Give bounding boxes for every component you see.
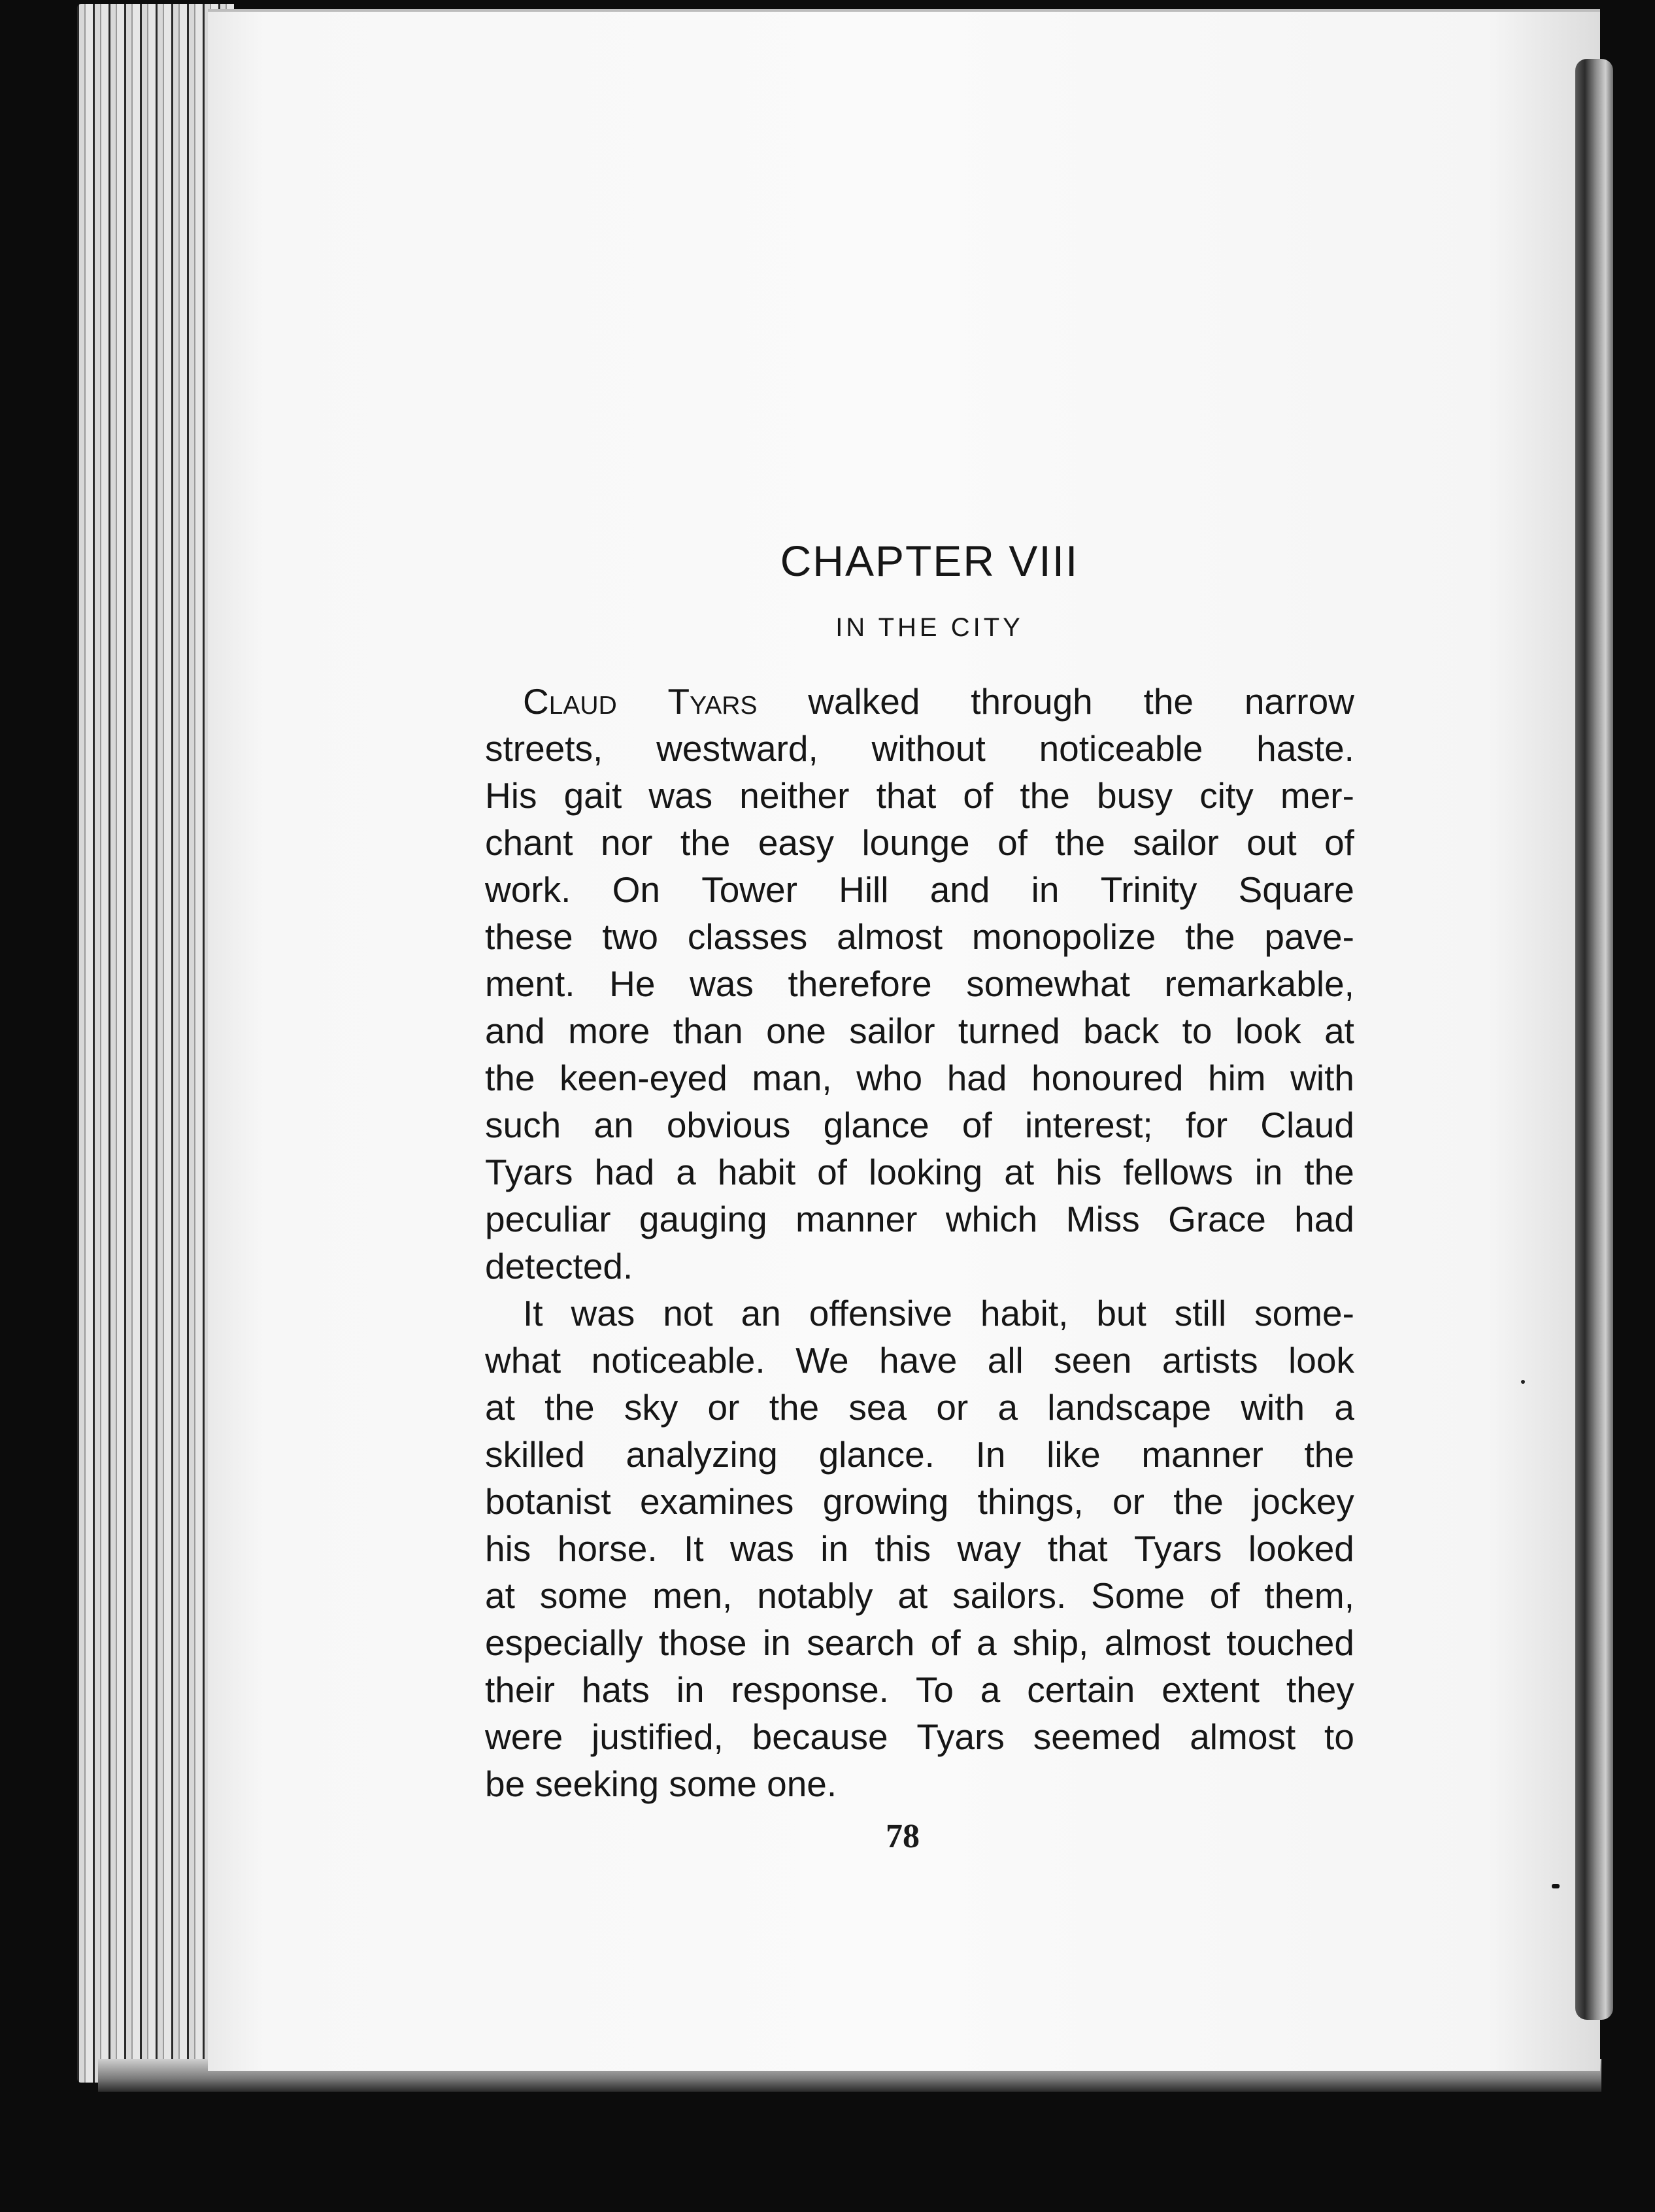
text-line: peculiar gauging manner which Miss Grace had: [485, 1199, 1354, 1239]
text-line: at some men, notably at sailors. Some of them,: [485, 1575, 1354, 1616]
chapter-title: CHAPTER VIII: [780, 537, 1079, 585]
text-line: streets, westward, without noticeable haste.: [485, 728, 1354, 769]
text-line: ment. He was therefore somewhat remarkable,: [485, 964, 1354, 1004]
scan-speck: [1552, 1884, 1560, 1888]
chapter-subtitle: IN THE CITY: [835, 613, 1024, 642]
text-line: especially those in search of a ship, almost touched: [485, 1622, 1354, 1663]
text-line: were justified, because Tyars seemed almost to: [485, 1717, 1354, 1757]
scan-speck: [1521, 1380, 1525, 1384]
text-line: detected.: [485, 1246, 633, 1286]
text-line: their hats in response. To a certain extent they: [485, 1669, 1354, 1710]
text-line: these two classes almost monopolize the pave-: [485, 916, 1354, 957]
text-line: work. On Tower Hill and in Trinity Square: [485, 869, 1354, 910]
paragraph: [485, 678, 1354, 1290]
book-spine-shadow: [1575, 59, 1613, 2020]
chapter-body: [485, 678, 1354, 1807]
text-line: what noticeable. We have all seen artists look: [485, 1340, 1354, 1381]
paragraph: [485, 1290, 1354, 1807]
text-line: at the sky or the sea or a landscape with a: [485, 1387, 1354, 1428]
text-line: skilled analyzing glance. In like manner the: [485, 1434, 1354, 1475]
text-line: chant nor the easy lounge of the sailor out of: [485, 822, 1354, 863]
page-number: 78: [886, 1818, 920, 1855]
text-line: his horse. It was in this way that Tyars looked: [485, 1528, 1354, 1569]
text-line: Claud Tyars walked through the narrow: [523, 681, 1354, 722]
text-line: the keen-eyed man, who had honoured him with: [485, 1058, 1354, 1098]
text-line: Tyars had a habit of looking at his fellows in the: [485, 1152, 1354, 1192]
page-text: [485, 536, 1354, 1807]
text-line: be seeking some one.: [485, 1764, 837, 1804]
text-line: botanist examines growing things, or the jockey: [485, 1481, 1354, 1522]
text-line: and more than one sailor turned back to look at: [485, 1011, 1354, 1051]
text-line: His gait was neither that of the busy city mer-: [485, 775, 1354, 816]
text-line: It was not an offensive habit, but still some-: [523, 1293, 1354, 1333]
text-line: such an obvious glance of interest; for Claud: [485, 1105, 1354, 1145]
